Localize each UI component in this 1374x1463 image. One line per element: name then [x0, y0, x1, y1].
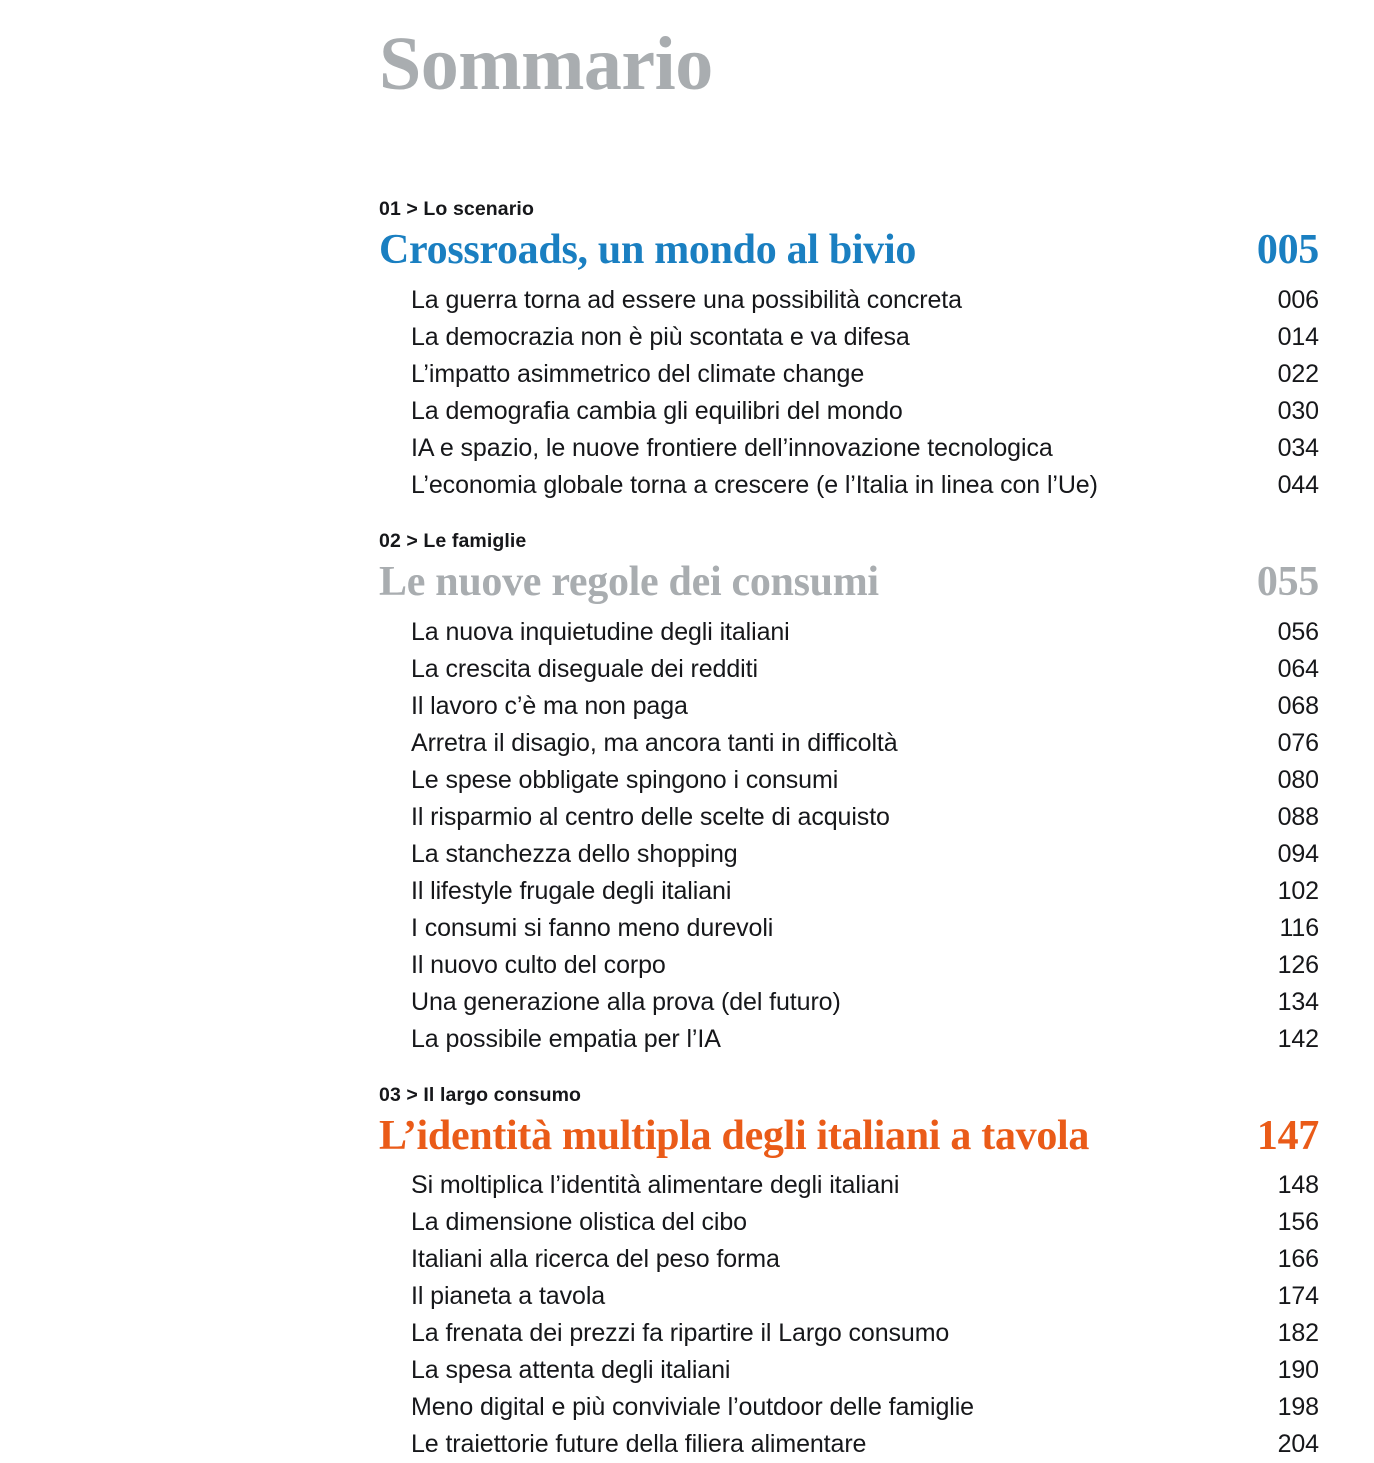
toc-entry[interactable]	[379, 836, 1319, 873]
toc-entry-label[interactable]: Italiani alla ricerca del peso forma	[411, 1241, 780, 1278]
toc-entry[interactable]	[379, 319, 1319, 356]
toc-entry-page-number[interactable]: 142	[1257, 1021, 1319, 1058]
toc-entry-page-number[interactable]: 094	[1257, 836, 1319, 873]
section-kicker: 02 > Le famiglie	[379, 530, 1319, 553]
chapter-title[interactable]: Crossroads, un mondo al bivio	[379, 228, 916, 273]
chapter-row[interactable]	[379, 560, 1319, 605]
toc-entry-page-number[interactable]: 068	[1257, 688, 1319, 725]
toc-entry-label[interactable]: La demografia cambia gli equilibri del mondo	[411, 393, 903, 430]
toc-entry[interactable]	[379, 356, 1319, 393]
toc-entry[interactable]	[379, 1204, 1319, 1241]
toc-entry-page-number[interactable]: 076	[1257, 725, 1319, 762]
chapter-title[interactable]: Le nuove regole dei consumi	[379, 560, 879, 605]
toc-entry[interactable]	[379, 873, 1319, 910]
toc-entry[interactable]	[379, 1167, 1319, 1204]
toc-entry-page-number[interactable]: 014	[1257, 319, 1319, 356]
toc-entry[interactable]	[379, 762, 1319, 799]
toc-entry[interactable]	[379, 393, 1319, 430]
toc-entry[interactable]	[379, 614, 1319, 651]
chapter-page-number[interactable]: 005	[1243, 228, 1319, 273]
toc-entry-page-number[interactable]: 030	[1257, 393, 1319, 430]
toc-entry-page-number[interactable]: 204	[1257, 1426, 1319, 1463]
toc-entry[interactable]	[379, 1426, 1319, 1463]
toc-entry-label[interactable]: Le traiettorie future della filiera alimentare	[411, 1426, 866, 1463]
toc-entry[interactable]	[379, 467, 1319, 504]
toc-entry-label[interactable]: La frenata dei prezzi fa ripartire il Largo consumo	[411, 1315, 949, 1352]
section-kicker: 01 > Lo scenario	[379, 198, 1319, 221]
chapter-row[interactable]	[379, 228, 1319, 273]
toc-entry-page-number[interactable]: 034	[1257, 430, 1319, 467]
toc-entry-page-number[interactable]: 198	[1257, 1389, 1319, 1426]
table-of-contents	[379, 198, 1319, 1463]
toc-entry-label[interactable]: Arretra il disagio, ma ancora tanti in difficoltà	[411, 725, 898, 762]
chapter-page-number[interactable]: 147	[1243, 1114, 1319, 1159]
toc-entry[interactable]	[379, 1241, 1319, 1278]
toc-entry-label[interactable]: Il nuovo culto del corpo	[411, 947, 666, 984]
chapter-page-number[interactable]: 055	[1243, 560, 1319, 605]
toc-entry-label[interactable]: La spesa attenta degli italiani	[411, 1352, 730, 1389]
toc-entry[interactable]	[379, 651, 1319, 688]
toc-entry-page-number[interactable]: 126	[1257, 947, 1319, 984]
toc-section	[379, 530, 1319, 1058]
toc-section	[379, 198, 1319, 504]
toc-entry[interactable]	[379, 1352, 1319, 1389]
toc-entry[interactable]	[379, 688, 1319, 725]
toc-entry-page-number[interactable]: 006	[1257, 282, 1319, 319]
toc-entry-label[interactable]: L’economia globale torna a crescere (e l’Italia in linea con l’Ue)	[411, 467, 1098, 504]
toc-entry[interactable]	[379, 799, 1319, 836]
toc-entry-label[interactable]: Il lifestyle frugale degli italiani	[411, 873, 731, 910]
toc-entry[interactable]	[379, 282, 1319, 319]
toc-section	[379, 1084, 1319, 1463]
toc-entry-page-number[interactable]: 134	[1257, 984, 1319, 1021]
chapter-row[interactable]	[379, 1114, 1319, 1159]
chapter-title[interactable]: L’identità multipla degli italiani a tavola	[379, 1114, 1089, 1159]
toc-entry[interactable]	[379, 1021, 1319, 1058]
toc-entry-label[interactable]: Meno digital e più conviviale l’outdoor delle famiglie	[411, 1389, 974, 1426]
toc-entry-page-number[interactable]: 166	[1257, 1241, 1319, 1278]
toc-entry[interactable]	[379, 1389, 1319, 1426]
toc-entry-page-number[interactable]: 102	[1257, 873, 1319, 910]
page-title: Sommario	[379, 26, 713, 102]
toc-entry[interactable]	[379, 1315, 1319, 1352]
toc-entry-page-number[interactable]: 064	[1257, 651, 1319, 688]
toc-entry[interactable]	[379, 430, 1319, 467]
toc-entry-label[interactable]: Il lavoro c’è ma non paga	[411, 688, 688, 725]
toc-entry-label[interactable]: La guerra torna ad essere una possibilità concreta	[411, 282, 962, 319]
toc-entry-page-number[interactable]: 056	[1257, 614, 1319, 651]
toc-entry-page-number[interactable]: 190	[1257, 1352, 1319, 1389]
toc-entry-page-number[interactable]: 088	[1257, 799, 1319, 836]
toc-entry-label[interactable]: IA e spazio, le nuove frontiere dell’innovazione tecnologica	[411, 430, 1053, 467]
section-kicker: 03 > Il largo consumo	[379, 1084, 1319, 1107]
toc-entry[interactable]	[379, 1278, 1319, 1315]
toc-entry-label[interactable]: La crescita diseguale dei redditi	[411, 651, 758, 688]
toc-entry-label[interactable]: Si moltiplica l’identità alimentare degli italiani	[411, 1167, 899, 1204]
toc-entry[interactable]	[379, 984, 1319, 1021]
toc-entry-label[interactable]: I consumi si fanno meno durevoli	[411, 910, 773, 947]
toc-entry-label[interactable]: La nuova inquietudine degli italiani	[411, 614, 790, 651]
toc-entry-page-number[interactable]: 080	[1257, 762, 1319, 799]
toc-entry-page-number[interactable]: 116	[1257, 910, 1319, 947]
toc-entry-label[interactable]: Il pianeta a tavola	[411, 1278, 605, 1315]
toc-entry[interactable]	[379, 910, 1319, 947]
toc-entry-label[interactable]: La dimensione olistica del cibo	[411, 1204, 747, 1241]
toc-entry[interactable]	[379, 947, 1319, 984]
toc-entry-label[interactable]: La possibile empatia per l’IA	[411, 1021, 721, 1058]
toc-entry-page-number[interactable]: 148	[1257, 1167, 1319, 1204]
toc-entry-label[interactable]: L’impatto asimmetrico del climate change	[411, 356, 864, 393]
toc-entry-label[interactable]: La stanchezza dello shopping	[411, 836, 738, 873]
toc-entry-page-number[interactable]: 022	[1257, 356, 1319, 393]
toc-entry[interactable]	[379, 725, 1319, 762]
toc-entry-label[interactable]: Una generazione alla prova (del futuro)	[411, 984, 841, 1021]
toc-entry-page-number[interactable]: 156	[1257, 1204, 1319, 1241]
toc-entry-label[interactable]: Il risparmio al centro delle scelte di acquisto	[411, 799, 890, 836]
toc-entry-page-number[interactable]: 174	[1257, 1278, 1319, 1315]
toc-entry-label[interactable]: Le spese obbligate spingono i consumi	[411, 762, 838, 799]
toc-entry-label[interactable]: La democrazia non è più scontata e va difesa	[411, 319, 910, 356]
toc-entry-page-number[interactable]: 182	[1257, 1315, 1319, 1352]
toc-entry-page-number[interactable]: 044	[1257, 467, 1319, 504]
